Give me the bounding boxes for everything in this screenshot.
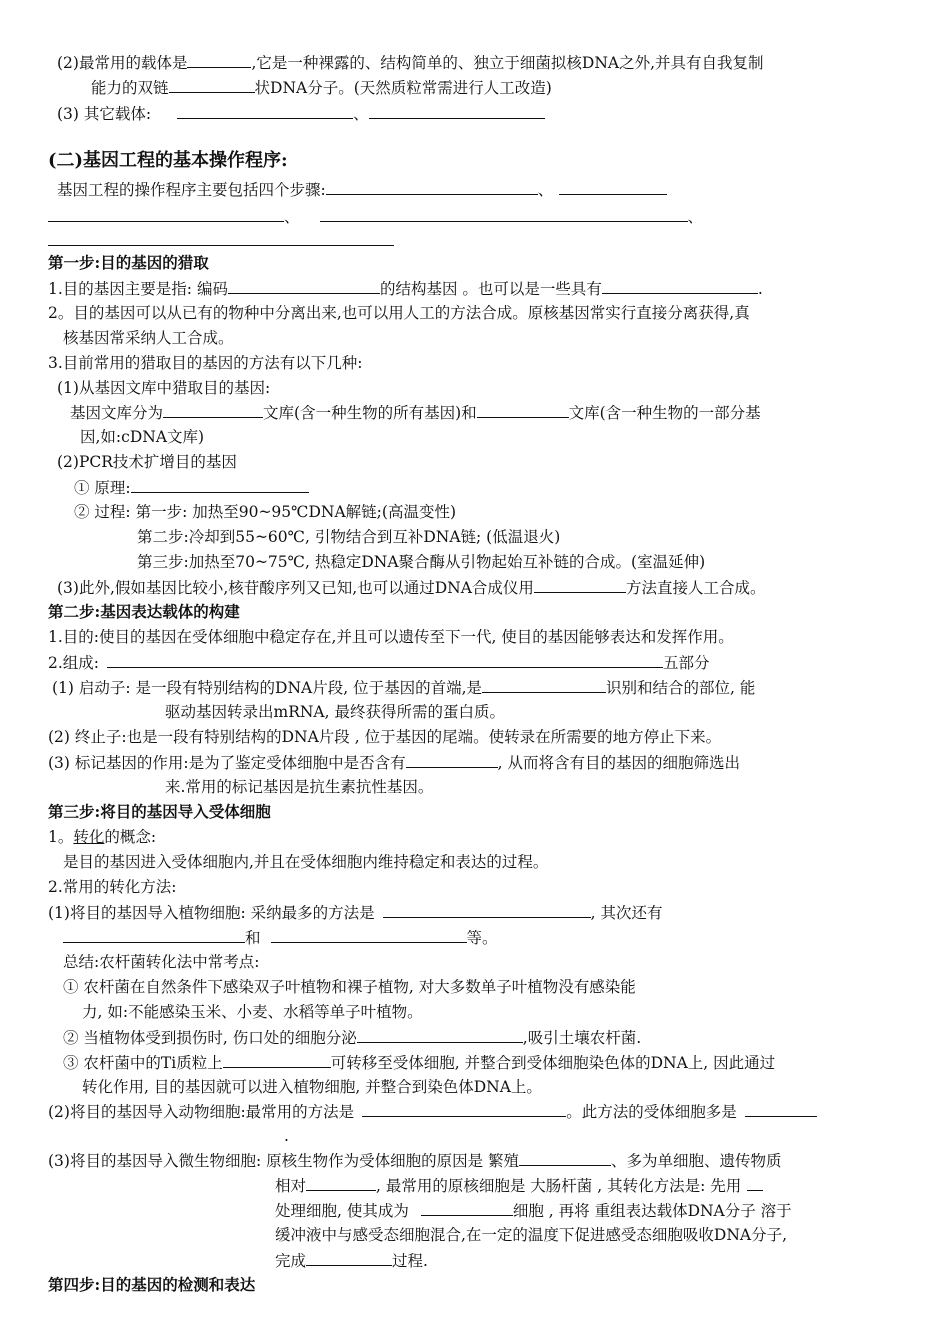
text-line: (3)将目的基因导入微生物细胞: 原核生物作为受体细胞的原因是 繁殖 、多为单细胞、遗传物质 (48, 1152, 782, 1170)
text-line: (2)PCR技术扩增目的基因 (57, 453, 237, 471)
fill-blank[interactable] (602, 278, 758, 294)
text-line: 1.目的:使目的基因在受体细胞中稳定存在,并且可以遗传至下一代, 使目的基因能够表达和发挥作用。 (48, 628, 734, 646)
step-heading: 第一步:目的基因的猎取 (48, 253, 209, 272)
text-line: ① 农杆菌在自然条件下感染双子叶植物和裸子植物, 对大多数单子叶植物没有感染能 (63, 978, 636, 996)
text-line: (3) 标记基因的作用:是为了鉴定受体细胞中是否含有 , 从而将含有目的基因的细胞筛选出 (48, 754, 740, 772)
text-line: 第三步:加热至70~75℃, 热稳定DNA聚合酶从引物起始互补链的合成。(室温延伸) (137, 553, 706, 571)
fill-blank[interactable] (482, 677, 606, 693)
text-line: 1。转化的概念: (48, 828, 157, 846)
fill-blank[interactable] (169, 77, 255, 93)
step-heading: 第四步:目的基因的检测和表达 (48, 1275, 256, 1294)
text-line: (3) 其它载体: 、 (57, 103, 545, 124)
text-line: 、 、 (48, 206, 703, 227)
fill-blank[interactable] (369, 103, 545, 119)
text-line: . (284, 1127, 289, 1145)
fill-blank[interactable] (383, 902, 591, 918)
fill-blank[interactable] (421, 1200, 513, 1216)
text-line: 处理细胞, 使其成为 细胞 , 再将 重组表达载体DNA分子 溶于 (275, 1202, 792, 1220)
text-line: 总结:农杆菌转化法中常考点: (63, 953, 260, 971)
text-line: 相对 , 最常用的原核细胞是 大肠杆菌 , 其转化方法是: 先用 (275, 1175, 763, 1196)
section-heading: (二)基因工程的基本操作程序: (48, 150, 288, 171)
fill-blank[interactable] (228, 278, 380, 294)
text-line: 缓冲液中与感受态细胞混合,在一定的温度下促进感受态细胞吸收DNA分子, (275, 1226, 788, 1244)
text-line: ② 过程: 第一步: 加热至90~95℃DNA解链;(高温变性) (74, 503, 456, 521)
fill-blank[interactable] (477, 402, 569, 418)
underlined-term: 转化 (73, 828, 105, 846)
text-line: 2.组成: 五部分 (48, 654, 710, 672)
text-line: 核基因常采纳人工合成。 (63, 329, 234, 347)
fill-blank[interactable] (747, 1175, 763, 1191)
text-line: 因,如:cDNA文库) (80, 428, 205, 446)
fill-blank[interactable] (326, 179, 538, 195)
fill-blank[interactable] (131, 477, 309, 493)
text-line: 能力的双链 状DNA分子。(天然质粒常需进行人工改造) (91, 79, 552, 97)
text-line: ① 原理: (74, 477, 309, 498)
text-line: 第二步:冷却到55~60℃, 引物结合到互补DNA链; (低温退火) (137, 528, 561, 546)
text-line: (2)最常用的载体是 ,它是一种裸露的、结构简单的、独立于细菌拟核DNA之外,并具有自我复制 (57, 54, 764, 72)
fill-blank[interactable] (519, 1150, 611, 1166)
text-line: 基因文库分为 文库(含一种生物的所有基因)和 文库(含一种生物的一部分基 (70, 404, 761, 422)
text-line: 来.常用的标记基因是抗生素抗性基因。 (165, 778, 434, 796)
text-line: (2)将目的基因导入动物细胞:最常用的方法是 。此方法的受体细胞多是 (48, 1101, 817, 1122)
fill-blank[interactable] (177, 103, 353, 119)
fill-blank[interactable] (223, 1052, 331, 1068)
text-line: 力, 如:不能感染玉米、小麦、水稻等单子叶植物。 (82, 1003, 423, 1021)
text-line: 1.目的基因主要是指: 编码 的结构基因 。也可以是一些具有 . (48, 280, 763, 298)
fill-blank[interactable] (187, 52, 251, 68)
step-heading: 第三步:将目的基因导入受体细胞 (48, 802, 271, 821)
fill-blank[interactable] (559, 179, 667, 195)
text-line (48, 230, 394, 251)
text-line: ② 当植物体受到损伤时, 伤口处的细胞分泌 ,吸引土壤农杆菌. (63, 1029, 642, 1047)
text-line: (3)此外,假如基因比较小,核苷酸序列又已知,也可以通过DNA合成仪用 方法直接人工合成。 (57, 579, 766, 597)
text-line: (1)将目的基因导入植物细胞: 采纳最多的方法是 , 其次还有 (48, 904, 663, 922)
fill-blank[interactable] (271, 927, 467, 943)
fill-blank[interactable] (320, 206, 688, 222)
text-line: 2。目的基因可以从已有的物种中分离出来,也可以用人工的方法合成。原核基因常实行直接分离获得,真 (48, 304, 750, 322)
fill-blank[interactable] (48, 206, 284, 222)
text-line: 2.常用的转化方法: (48, 878, 177, 896)
text-line: (2) 终止子:也是一段有特别结构的DNA片段 , 位于基因的尾端。使转录在所需要的地方停止下来。 (48, 728, 722, 746)
text-line: 完成 过程. (275, 1252, 428, 1270)
fill-blank[interactable] (48, 230, 394, 246)
fill-blank[interactable] (306, 1250, 392, 1266)
fill-blank[interactable] (406, 752, 498, 768)
text-line: 驱动基因转录出mRNA, 最终获得所需的蛋白质。 (165, 703, 505, 721)
text-line: 转化作用, 目的基因就可以进入植物细胞, 并整合到染色体DNA上。 (82, 1078, 542, 1096)
fill-blank[interactable] (357, 1027, 523, 1043)
text-line: 3.目前常用的猎取目的基因的方法有以下几种: (48, 354, 363, 372)
fill-blank[interactable] (63, 927, 245, 943)
fill-blank[interactable] (163, 402, 263, 418)
fill-blank[interactable] (745, 1101, 817, 1117)
fill-blank[interactable] (107, 652, 663, 668)
text-line: 是目的基因进入受体细胞内,并且在受体细胞内维持稳定和表达的过程。 (63, 853, 549, 871)
text-line: (1)从基因文库中猎取目的基因: (57, 379, 271, 397)
fill-blank[interactable] (362, 1101, 566, 1117)
text-line: 基因工程的操作程序主要包括四个步骤: 、 (57, 179, 667, 200)
step-heading: 第二步:基因表达载体的构建 (48, 602, 240, 621)
text-line: ③ 农杆菌中的Ti质粒上 可转移至受体细胞, 并整合到受体细胞染色体的DNA上, 因此通过 (63, 1054, 776, 1072)
fill-blank[interactable] (306, 1175, 376, 1191)
text-line: (1) 启动子: 是一段有特别结构的DNA片段, 位于基因的首端,是 识别和结合的部位, 能 (52, 679, 756, 697)
fill-blank[interactable] (534, 577, 626, 593)
text-line: 和 等。 (63, 927, 498, 948)
